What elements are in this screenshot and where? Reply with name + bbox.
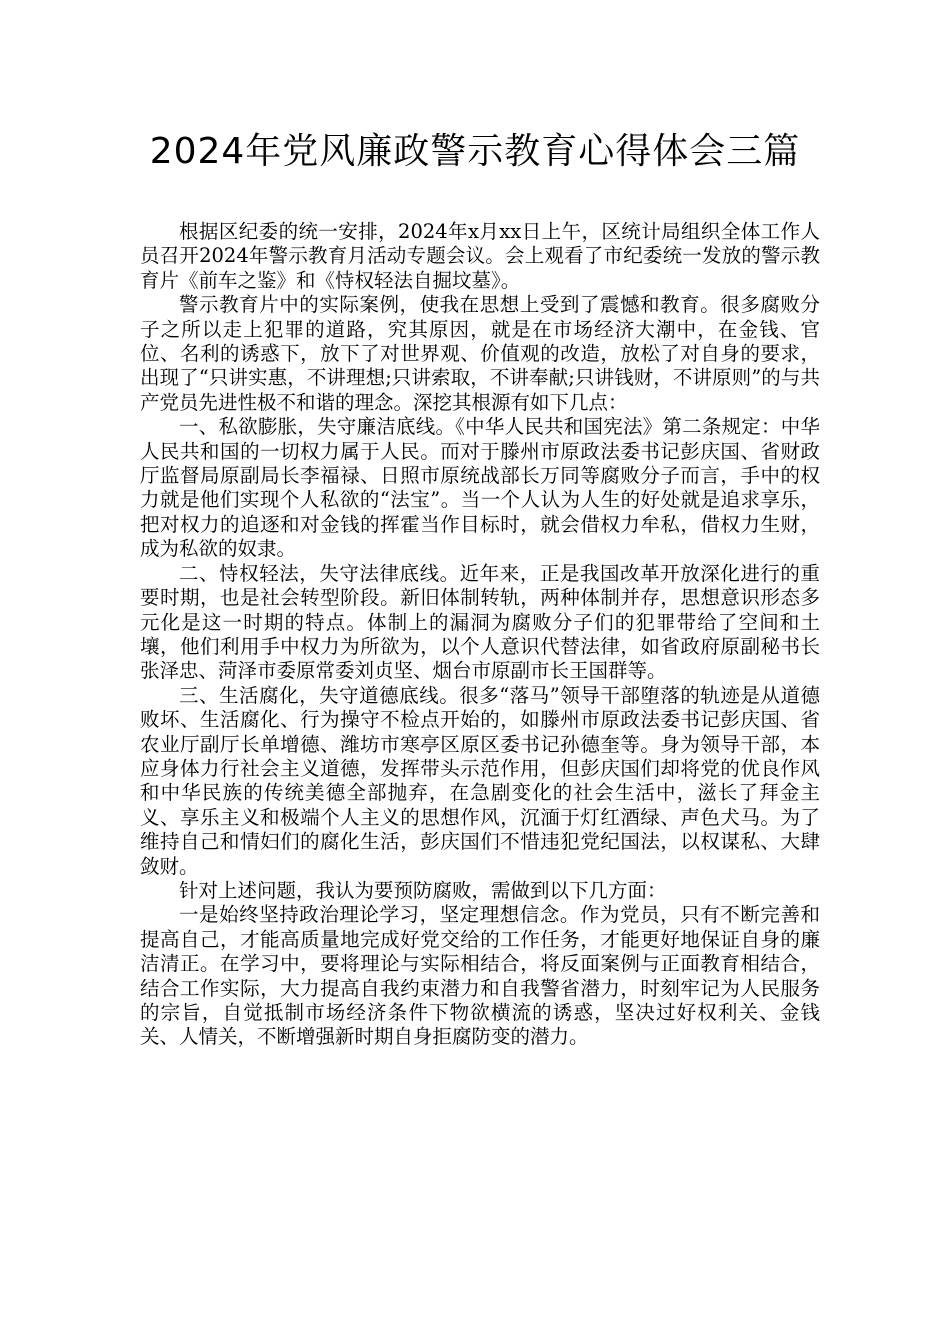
paragraph: 二、恃权轻法，失守法律底线。近年来，正是我国改革开放深化进行的重要时期，也是社会转型阶段。新旧体制转轨，两种体制并存，思想意识形态多元化是这一时期的特点。体制上的漏洞为腐败分子们的犯罪带给了空间和土壤，他们利用手中权力为所欲为，以个人意识代替法律，如省政府原副秘书长张泽忠、菏泽市委原常委刘贞坚、烟台市原副市长王国群等。 xyxy=(140,561,820,683)
paragraph: 针对上述问题，我认为要预防腐败，需做到以下几方面： xyxy=(179,878,667,902)
paragraph: 根据区纪委的统一安排，2024年x月xx日上午，区统计局组织全体工作人员召开2024年警示教育月活动专题会议。会上观看了市纪委统一发放的警示教育片《前车之鉴》和《恃权轻法自掘坟墓》。 xyxy=(140,220,820,292)
document-title: 2024年党风廉政警示教育心得体会三篇 xyxy=(149,131,801,172)
paragraph: 警示教育片中的实际案例，使我在思想上受到了震憾和教育。很多腐败分子之所以走上犯罪的道路，究其原因，就是在市场经济大潮中，在金钱、官位、名利的诱惑下，放下了对世界观、价值观的改造，放松了对自身的要求，出现了“只讲实惠，不讲理想;只讲索取，不讲奉献;只讲钱财，不讲原则”的与共产党员先进性极不和谐的理念。深挖其根源有如下几点： xyxy=(140,293,820,414)
paragraph: 一、私欲膨胀，失守廉洁底线。《中华人民共和国宪法》第二条规定：中华人民共和国的一切权力属于人民。而对于滕州市原政法委书记彭庆国、省财政厅监督局原副局长李福禄、日照市原统战部长万同等腐败分子而言，手中的权力就是他们实现个人私欲的“法宝”。当一个人认为人生的好处就是追求享乐，把对权力的追逐和对金钱的挥霍当作目标时，就会借权力牟私，借权力生财，成为私欲的奴隶。 xyxy=(140,415,820,561)
paragraph: 一是始终坚持政治理论学习，坚定理想信念。作为党员，只有不断完善和提高自己，才能高质量地完成好党交给的工作任务，才能更好地保证自身的廉洁清正。在学习中，要将理论与实际相结合，将反面案例与正面教育相结合，结合工作实际，大力提高自我约束潜力和自我警省潜力，时刻牢记为人民服务的宗旨，自觉抵制市场经济条件下物欲横流的诱惑，坚决过好权利关、金钱关、人情关，不断增强新时期自身拒腐防变的潜力。 xyxy=(140,903,820,1049)
paragraph: 三、生活腐化，失守道德底线。很多“落马”领导干部堕落的轨迹是从道德败坏、生活腐化、行为操守不检点开始的，如滕州市原政法委书记彭庆国、省农业厅副厅长单增德、潍坊市寒亭区原区委书记孙德奎等。身为领导干部，本应身体力行社会主义道德，发挥带头示范作用，但彭庆国们却将党的优良作风和中华民族的传统美德全部抛弃，在急剧变化的社会生活中，滋长了拜金主义、享乐主义和极端个人主义的思想作风，沉湎于灯红酒绿、声色犬马。为了维持自己和情妇们的腐化生活，彭庆国们不惜违犯党纪国法，以权谋私、大肆敛财。 xyxy=(140,683,820,878)
document-body xyxy=(140,220,820,1050)
